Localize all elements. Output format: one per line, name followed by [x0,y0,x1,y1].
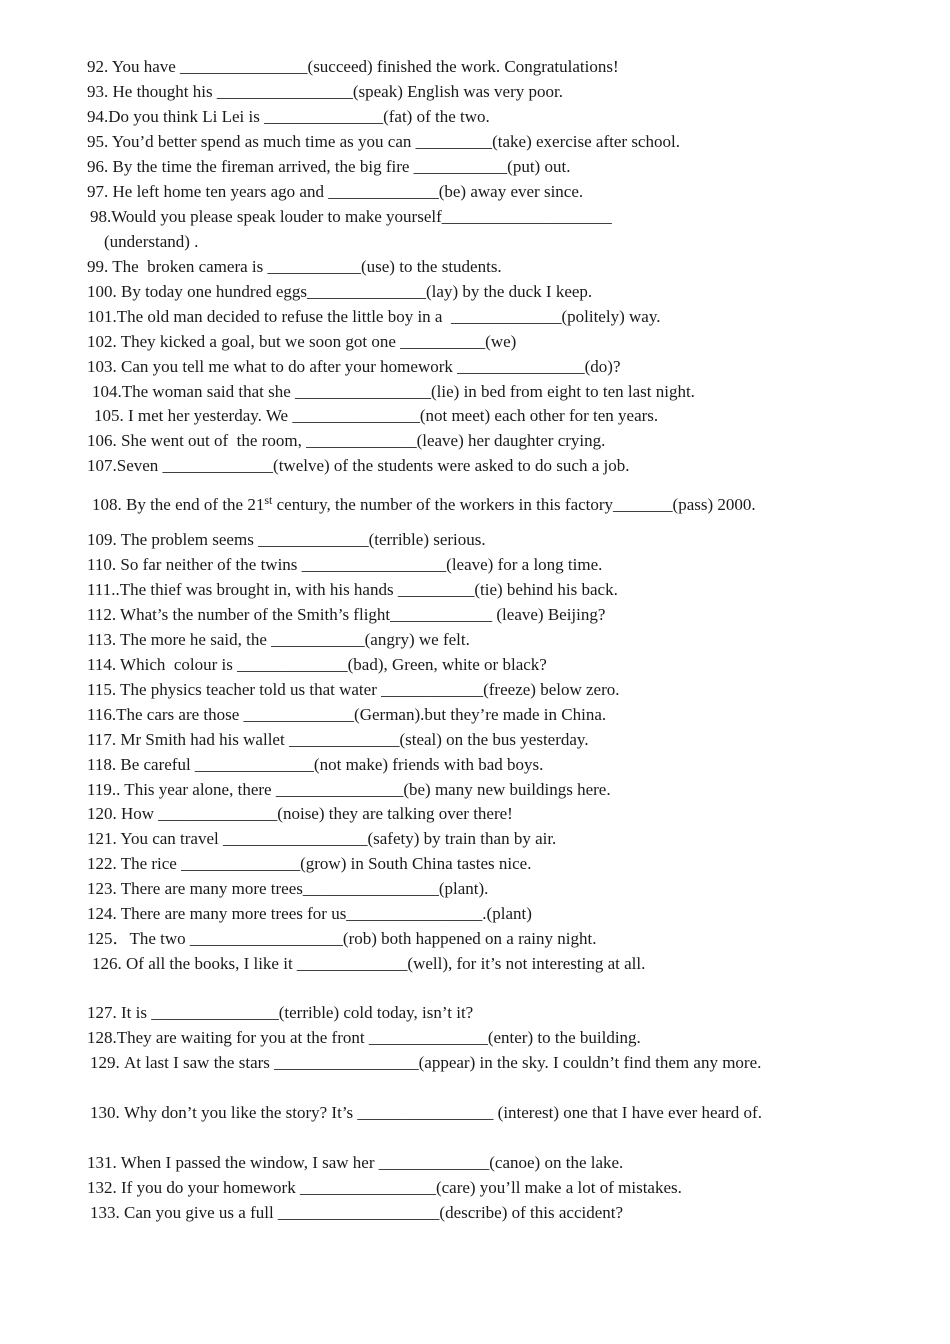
question-102: 102. They kicked a goal, but we soon got one __________(we) [87,332,517,351]
question-104: 104.The woman said that she ________________(lie) in bed from eight to ten last night. [92,382,695,401]
question-110: 110. So far neither of the twins _________________(leave) for a long time. [87,555,603,574]
question-105: 105. I met her yesterday. We _______________(not meet) each other for ten years. [94,406,659,425]
question-121: 121. You can travel _________________(safety) by train than by air. [87,829,557,848]
question-95: 95. You’d better spend as much time as you can _________(take) exercise after school. [87,132,680,151]
question-123: 123. There are many more trees________________(plant). [87,879,489,898]
question-125: 125．The two __________________(rob) both happened on a rainy night. [87,929,597,948]
question-131: 131. When I passed the window, I saw her _____________(canoe) on the lake. [87,1153,624,1172]
question-100: 100. By today one hundred eggs______________(lay) by the duck I keep. [87,282,593,301]
question-120: 120. How ______________(noise) they are talking over there! [87,804,513,823]
question-119: 119.. This year alone, there _______________(be) many new buildings here. [87,780,611,799]
question-94: 94.Do you think Li Lei is ______________(fat) of the two. [87,107,490,126]
question-114: 114. Which colour is _____________(bad), Green, white or black? [87,655,547,674]
question-103: 103. Can you tell me what to do after your homework _______________(do)? [87,357,621,376]
question-113: 113. The more he said, the ___________(angry) we felt. [87,630,470,649]
question-108-start: 108. By the end of the 21 [92,495,265,514]
question-106: 106. She went out of the room, _____________(leave) her daughter crying. [87,431,606,450]
question-128: 128.They are waiting for you at the front ______________(enter) to the building. [87,1028,641,1047]
question-124: 124. There are many more trees for us________________.(plant) [87,904,532,923]
question-108-superscript: st [264,493,273,507]
question-98-continued: (understand) . [104,232,199,251]
question-115: 115. The physics teacher told us that water ____________(freeze) below zero. [87,680,620,699]
question-129-number: 129. [90,1053,120,1072]
question-129 [90,1051,847,1076]
question-133: 133. Can you give us a full ___________________(describe) of this accident? [90,1203,624,1222]
question-109: 109. The problem seems _____________(terrible) serious. [87,530,486,549]
question-127: 127. It is _______________(terrible) cold today, isn’t it? [87,1003,474,1022]
question-130 [90,1101,847,1126]
question-117: 117. Mr Smith had his wallet _____________(steal) on the bus yesterday. [87,730,589,749]
question-129-text: At last I saw the stars _________________(appear) in the sky. I couldn’t find them any more. [124,1053,762,1072]
question-98: 98.Would you please speak louder to make yourself____________________ [90,207,612,226]
question-122: 122. The rice ______________(grow) in South China tastes nice. [87,854,532,873]
question-118: 118. Be careful ______________(not make) friends with bad boys. [87,755,544,774]
question-116: 116.The cars are those _____________(German).but they’re made in China. [87,705,607,724]
question-93: 93. He thought his ________________(speak) English was very poor. [87,82,563,101]
question-112: 112. What’s the number of the Smith’s flight____________ (leave) Beijing? [87,605,606,624]
question-99: 99. The broken camera is ___________(use) to the students. [87,257,502,276]
question-111: 111..The thief was brought in, with his hands _________(tie) behind his back. [87,580,618,599]
question-101: 101.The old man decided to refuse the little boy in a _____________(politely) way. [87,307,661,326]
question-126: 126. Of all the books, I like it _____________(well), for it’s not interesting at all. [92,954,646,973]
question-92: 92. You have _______________(succeed) finished the work. Congratulations! [87,57,619,76]
question-108 [92,493,756,517]
question-130-text: Why don’t you like the story? It’s ________________ (interest) one that I have ever heard of. [124,1103,762,1122]
question-108-end: century, the number of the workers in this factory_______(pass) 2000. [272,495,756,514]
question-132: 132. If you do your homework ________________(care) you’ll make a lot of mistakes. [87,1178,682,1197]
question-107: 107.Seven _____________(twelve) of the students were asked to do such a job. [87,456,630,475]
question-97: 97. He left home ten years ago and _____________(be) away ever since. [87,182,584,201]
question-130-number: 130. [90,1103,120,1122]
question-96: 96. By the time the fireman arrived, the big fire ___________(put) out. [87,157,571,176]
